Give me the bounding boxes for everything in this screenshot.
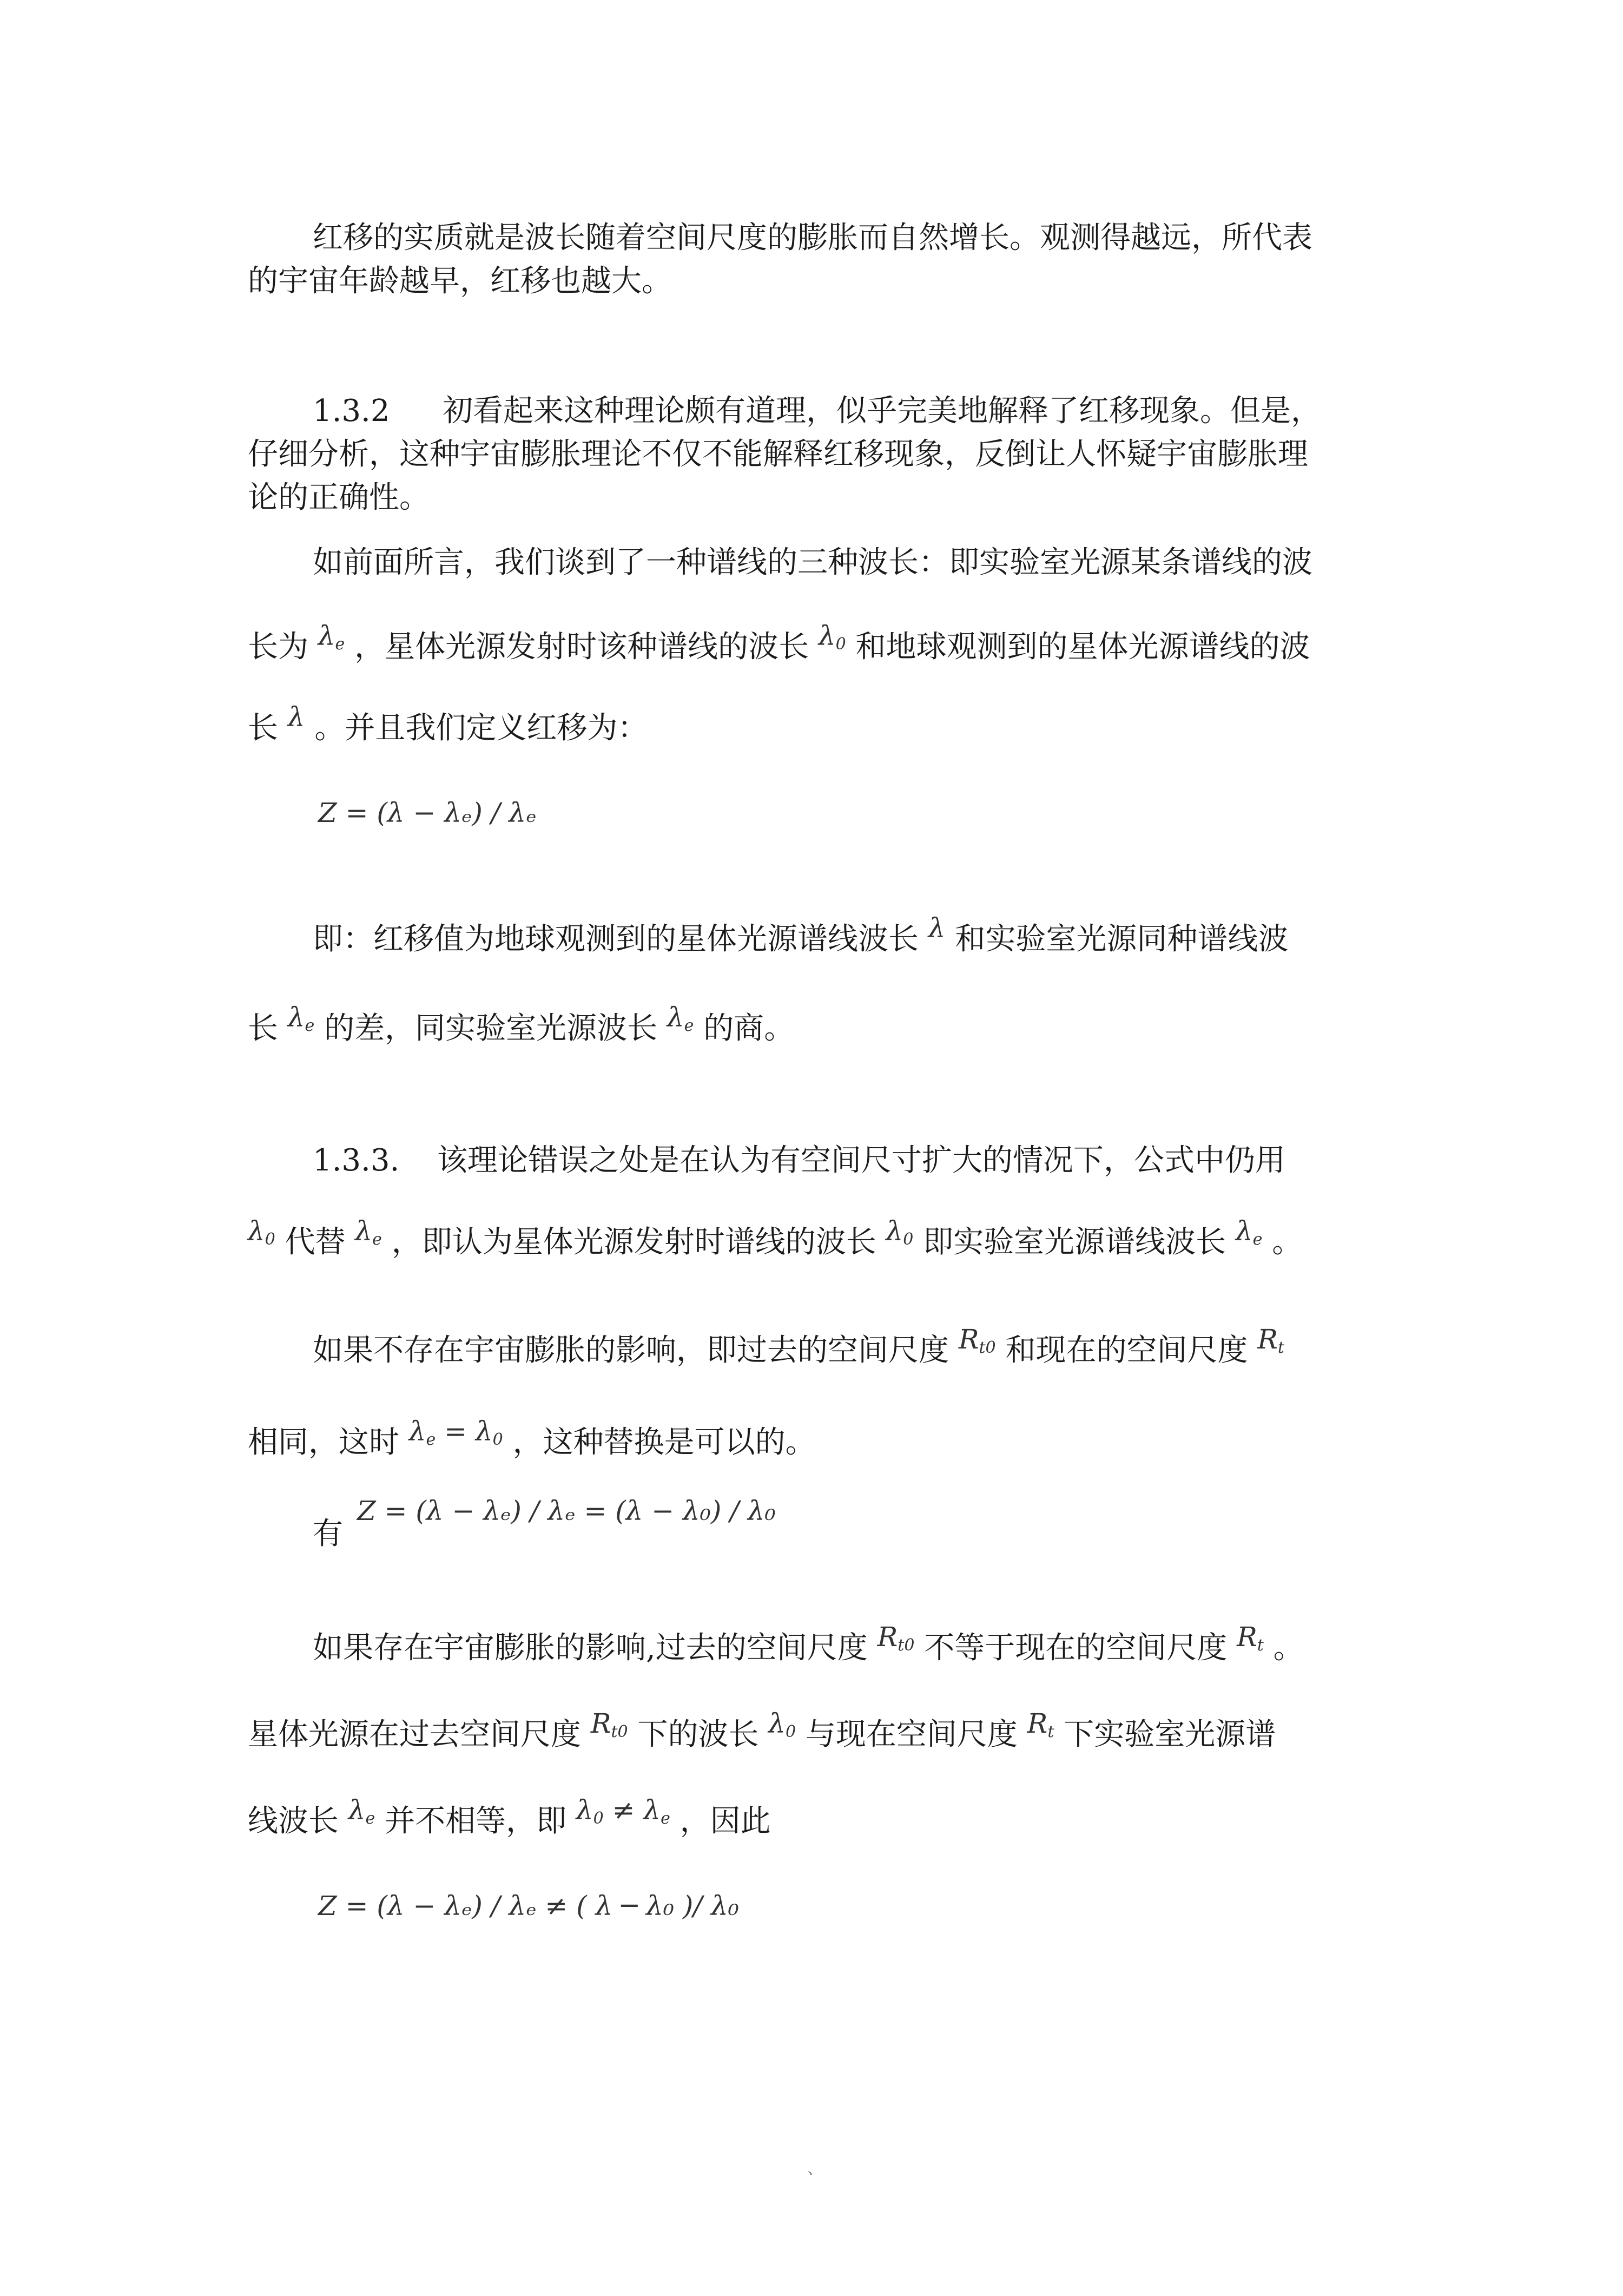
para5-line2-text-c: 即实验室光源谱线波长 (923, 1225, 1226, 1260)
r-t-symbol: $R_t$ (1237, 1621, 1264, 1655)
para8-line3-text-b: 并不相等，即 (385, 1804, 567, 1839)
r-t-symbol: $R_t$ (1027, 1708, 1054, 1741)
para8-line1-text-a: 如果存在宇宙膨胀的影响,过去的空间尺度 (313, 1630, 868, 1666)
para2-line3: 论的正确性。 (248, 480, 430, 515)
para8-line3-text-c: ，因此 (679, 1804, 771, 1839)
para1-line2: 的宇宙年龄越早，红移也越大。 (248, 264, 672, 299)
para2-line1: 初看起来这种理论颇有道理，似乎完美地解释了红移现象。但是， (443, 393, 1321, 429)
para8-line1-text-b: 不等于现在的空间尺度 (924, 1630, 1228, 1666)
section-number-1-3-2: 1.3.2 (313, 393, 390, 429)
para1-line1: 红移的实质就是波长随着空间尺度的膨胀而自然增长。观测得越远，所代表 (313, 220, 1312, 255)
footer-mark: 、 (807, 2159, 823, 2178)
para4-line1 (313, 909, 1288, 958)
para3-line3 (248, 698, 648, 747)
redshift-formula: Z = (λ − λₑ) / λₑ (318, 797, 537, 828)
lambda-e-symbol: $\lambda_e$ (348, 1794, 375, 1828)
para6-line2 (248, 1412, 816, 1462)
para5-line2-text-d: 。 (1272, 1225, 1303, 1260)
para5-line2-text-a: 代替 (285, 1225, 346, 1260)
redshift-inequality-formula: Z = (λ − λₑ) / λₑ ≠ ( λ ─ λ₀ )/ λ₀ (318, 1890, 739, 1922)
para8-line2 (248, 1705, 1276, 1754)
section-number-1-3-3: 1.3.3. (313, 1143, 400, 1178)
para6-line2-text-b: ，这种替换是可以的。 (512, 1425, 816, 1460)
para4-line2-text-b: 的差，同实验室光源波长 (324, 1011, 658, 1046)
para7-prefix: 有 (313, 1516, 343, 1551)
redshift-equivalence-formula: Z = (λ − λₑ) / λₑ = (λ − λ₀) / λ₀ (357, 1495, 776, 1527)
para3-line3-text-a: 长 (248, 710, 278, 746)
para8-line1 (313, 1618, 1304, 1667)
para8-line2-text-b: 下的波长 (637, 1717, 759, 1752)
para8-line2-text-a: 星体光源在过去空间尺度 (248, 1717, 581, 1752)
lambda-e-symbol: $\lambda_e$ (287, 1002, 315, 1035)
para6-line2-text-a: 相同，这时 (248, 1425, 399, 1460)
lambda-e-symbol: $\lambda_e$ (355, 1215, 382, 1249)
para4-line1-text-b: 和实验室光源同种谱线波 (955, 922, 1289, 957)
para5-line2 (248, 1212, 1302, 1261)
para5-line1: 该理论错误之处是在认为有空间尺寸扩大的情况下，公式中仍用 (437, 1143, 1285, 1178)
para8-line1-text-c: 。 (1273, 1630, 1304, 1666)
para3-line2-text-b: ，星体光源发射时该种谱线的波长 (354, 629, 809, 665)
r-t-symbol: $R_t$ (1257, 1324, 1284, 1357)
para6-line1 (313, 1320, 1284, 1370)
lambda-0-symbol: $\lambda_0$ (768, 1708, 796, 1741)
para4-line2-text-c: 的商。 (703, 1011, 795, 1046)
r-t0-symbol: $R_{t0}$ (877, 1621, 915, 1655)
para6-line1-text-a: 如果不存在宇宙膨胀的影响，即过去的空间尺度 (313, 1333, 949, 1368)
para3-line2-text-c: 和地球观测到的星体光源谱线的波 (855, 629, 1310, 665)
para3-line2 (248, 617, 1310, 666)
para3-line2-text-a: 长为 (248, 629, 308, 665)
lambda-0-symbol: $\lambda_0$ (886, 1215, 914, 1249)
lambda-0-neq-lambda-e: $\lambda_0 \ne \lambda_e$ (576, 1794, 670, 1828)
r-t0-symbol: $R_{t0}$ (590, 1708, 628, 1741)
r-t0-symbol: $R_{t0}$ (958, 1324, 996, 1357)
para3-line1: 如前面所言，我们谈到了一种谱线的三种波长：即实验室光源某条谱线的波 (313, 545, 1312, 580)
lambda-symbol: λ (928, 912, 946, 944)
lambda-0-symbol: $\lambda_0$ (818, 620, 846, 654)
para2-line2: 仔细分析，这种宇宙膨胀理论不仅不能解释红移现象，反倒让人怀疑宇宙膨胀理 (248, 437, 1308, 472)
para8-line2-text-c: 与现在空间尺度 (805, 1717, 1018, 1752)
para8-line2-text-d: 下实验室光源谱 (1064, 1717, 1276, 1752)
para3-line3-text-b: 。并且我们定义红移为： (314, 710, 648, 746)
para8-line3 (248, 1791, 771, 1840)
para4-line2 (248, 998, 794, 1048)
para4-line2-text-a: 长 (248, 1011, 278, 1046)
lambda-e-symbol: $\lambda_e$ (667, 1002, 694, 1035)
lambda-e-equals-lambda-0: $\lambda_e = \lambda_0$ (408, 1416, 503, 1449)
lambda-0-symbol: $\lambda_0$ (248, 1215, 275, 1249)
para5-line2-text-b: ，即认为星体光源发射时谱线的波长 (391, 1225, 876, 1260)
para6-line1-text-b: 和现在的空间尺度 (1005, 1333, 1248, 1368)
lambda-e-symbol: $\lambda_e$ (1235, 1215, 1263, 1249)
lambda-e-symbol: $\lambda_e$ (318, 620, 345, 654)
para8-line3-text-a: 线波长 (248, 1804, 339, 1839)
para4-line1-text-a: 即：红移值为地球观测到的星体光源谱线波长 (313, 922, 919, 957)
lambda-symbol: λ (287, 701, 305, 733)
